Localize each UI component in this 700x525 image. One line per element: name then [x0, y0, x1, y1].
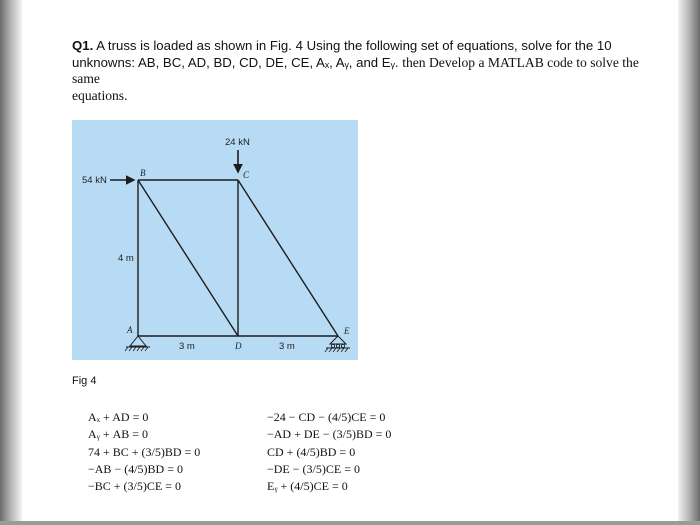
question-line-1	[72, 38, 652, 55]
height-label: 4 m	[118, 253, 134, 264]
bottom-edge	[0, 521, 700, 525]
equation-left-3: 74 + BC + (3/5)BD = 0	[88, 444, 201, 459]
equation-right-2: −AD + DE − (3/5)BD = 0	[267, 427, 392, 442]
node-e-label: E	[344, 326, 350, 336]
question-text	[72, 38, 652, 104]
support-a-hatch	[125, 347, 148, 351]
span-label-left: 3 m	[179, 341, 195, 352]
member-ce	[238, 180, 338, 336]
question-number: Q1.	[72, 38, 94, 53]
truss-diagram	[72, 120, 358, 360]
equation-left-2: Aᵧ + AB = 0	[88, 427, 149, 442]
equation-left-1: Aₓ + AD = 0	[88, 410, 149, 424]
equation-right-4: −DE − (3/5)CE = 0	[267, 461, 360, 476]
equation-right-5: Eᵧ + (4/5)CE = 0	[267, 479, 348, 494]
member-bd	[138, 180, 238, 336]
support-e-roller	[330, 336, 346, 344]
load-label-54kn: 54 kN	[82, 175, 107, 186]
truss-figure	[72, 120, 358, 360]
left-edge-shadow	[0, 0, 22, 525]
node-d-label: D	[235, 341, 242, 351]
question-line-3: equations.	[72, 87, 128, 103]
load-label-24kn: 24 kN	[225, 137, 250, 148]
question-line-2-serif: then Develop a MATLAB code to solve the same	[72, 54, 639, 86]
support-a-pin	[130, 336, 146, 346]
equations-left	[88, 409, 200, 495]
figure-caption: Fig 4	[72, 375, 97, 387]
equation-left-5: −BC + (3/5)CE = 0	[88, 479, 181, 494]
equation-right-1: −24 − CD − (4/5)CE = 0	[267, 410, 386, 424]
right-edge-shadow	[678, 0, 700, 525]
node-a-label: A	[127, 325, 133, 335]
equation-right-3: CD + (4/5)BD = 0	[267, 444, 356, 459]
question-line-2-text: unknowns: AB, BC, AD, BD, CD, DE, CE, Aₓ, Aᵧ, and Eᵧ.	[72, 54, 399, 70]
equation-left-4: −AB − (4/5)BD = 0	[88, 461, 183, 476]
node-b-label: B	[140, 168, 146, 178]
equations-right	[267, 409, 391, 495]
support-e-hatch	[325, 348, 348, 352]
node-c-label: C	[243, 170, 250, 180]
span-label-right: 3 m	[279, 341, 295, 352]
question-line-1-text: A truss is loaded as shown in Fig. 4 Using the following set of equations, solve for the 10	[96, 38, 612, 53]
question-line-2	[72, 55, 652, 88]
